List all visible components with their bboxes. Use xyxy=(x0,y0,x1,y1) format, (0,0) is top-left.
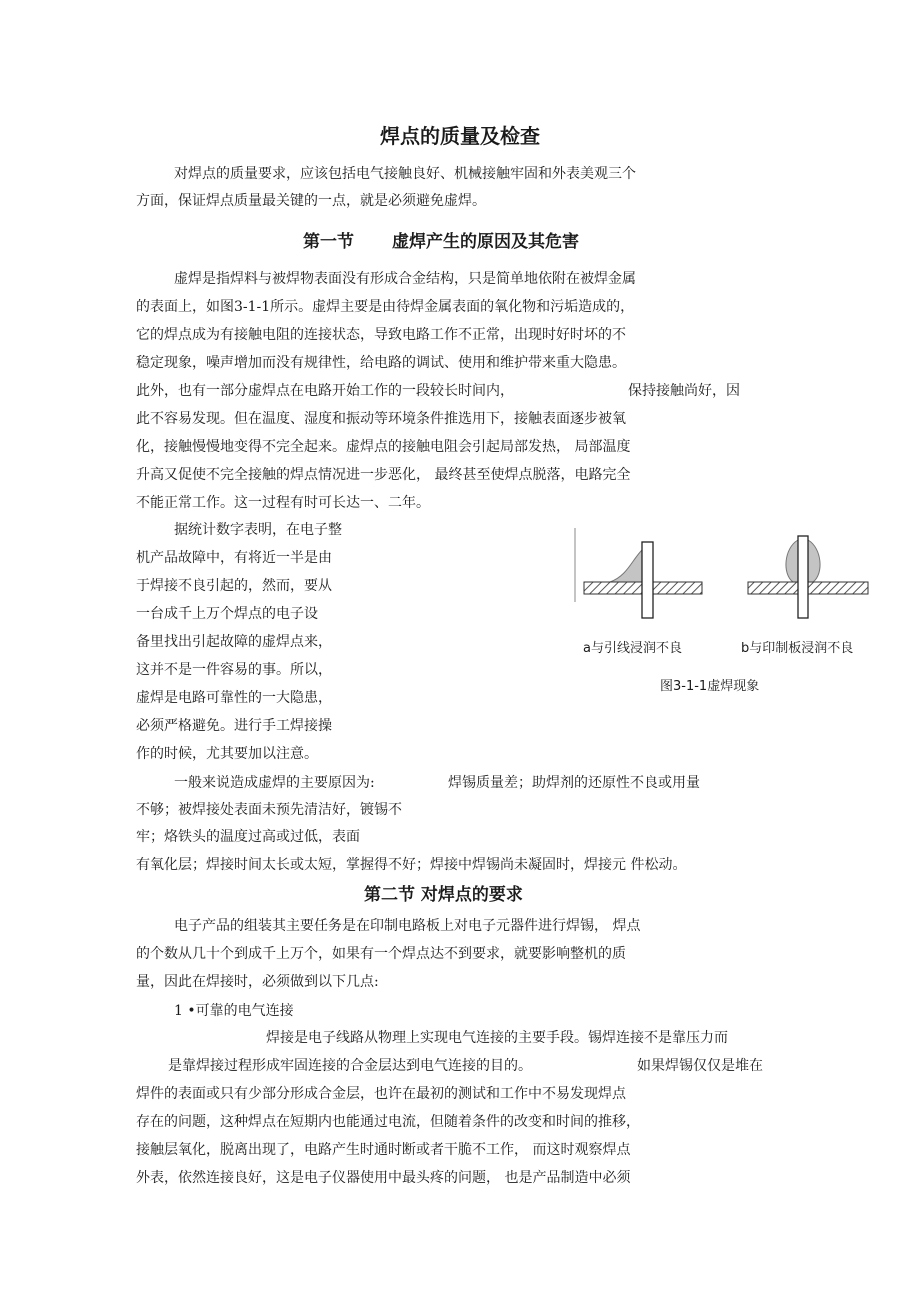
s2-item-1: 1 •可靠的电气连接 xyxy=(174,1003,294,1019)
section1-heading-number: 第一节 xyxy=(303,232,354,252)
s1-para3-line: 这并不是一件容易的事。所以， xyxy=(136,662,332,678)
s2-para2-line: 是靠焊接过程形成牢固连接的合金层达到电气连接的目的。 xyxy=(168,1058,532,1074)
s1-para3-line: 必须严格避免。进行手工焊接操 xyxy=(136,718,332,734)
s1-para3-line: 于焊接不良引起的，然而，要从 xyxy=(136,578,332,594)
s1-para1-line: 稳定现象，噪声增加而没有规律性，给电路的调试、使用和维护带来重大隐患。 xyxy=(136,355,626,371)
solder-diagram xyxy=(572,526,902,656)
s1-para3-line: 机产品故障中，有将近一半是由 xyxy=(136,550,332,566)
s1-para3-line: 据统计数字表明，在电子整 xyxy=(174,522,342,538)
s2-para1-line: 的个数从几十个到成千上万个，如果有一个焊点达不到要求，就要影响整机的质 xyxy=(136,946,626,962)
s1-para2-line: 不能正常工作。这一过程有时可长达一、二年。 xyxy=(136,495,430,511)
s1-para4-line: 一般来说造成虚焊的主要原因为: xyxy=(174,775,375,791)
section1-heading-text: 虚焊产生的原因及其危害 xyxy=(392,232,579,252)
page-title: 焊点的质量及检查 xyxy=(380,124,540,148)
s1-para4-line: 有氧化层；焊接时间太长或太短，掌握得不好；焊接中焊锡尚未凝固时，焊接元 件松动。 xyxy=(136,857,687,873)
figure-label-a: a与引线浸润不良 xyxy=(583,641,682,656)
s2-para2-line: 接触层氧化，脱离出现了，电路产生时通时断或者干脆不工作， 而这时观察焊点 xyxy=(136,1142,631,1158)
s2-para2-line: 存在的问题，这种焊点在短期内也能通过电流，但随着条件的改变和时间的推移， xyxy=(136,1114,640,1130)
s2-para1-line: 电子产品的组装其主要任务是在印制电路板上对电子元器件进行焊锡， 焊点 xyxy=(174,918,641,934)
intro-line-1: 对焊点的质量要求，应该包括电气接触良好、机械接触牢固和外表美观三个 xyxy=(174,166,636,182)
section2-heading: 第二节 对焊点的要求 xyxy=(364,885,523,905)
s1-para2-line: 升高又促使不完全接触的焊点情况进一步恶化， 最终甚至使焊点脱落，电路完全 xyxy=(136,467,631,483)
intro-line-2: 方面，保证焊点质量最关键的一点，就是必须避免虚焊。 xyxy=(136,193,486,209)
s1-para1-line: 虚焊是指焊料与被焊物表面没有形成合金结构，只是简单地依附在被焊金属 xyxy=(174,271,636,287)
s1-para4-line: 牢；烙铁头的温度过高或过低，表面 xyxy=(136,829,360,845)
s2-para2-line: 焊接是电子线路从物理上实现电气连接的主要手段。锡焊连接不是靠压力而 xyxy=(266,1030,728,1046)
s2-para2-line: 如果焊锡仅仅是堆在 xyxy=(637,1058,763,1074)
s1-para4-line: 不够；被焊接处表面未预先清洁好，镀锡不 xyxy=(136,802,402,818)
s1-para3-line: 一台成千上万个焊点的电子设 xyxy=(136,606,318,622)
s1-para3-line: 作的时候，尤其要加以注意。 xyxy=(136,746,318,762)
s1-para1-line: 的表面上，如图3-1-1所示。虚焊主要是由待焊金属表面的氧化物和污垢造成的， xyxy=(136,299,635,315)
s2-para2-line: 焊件的表面或只有少部分形成合金层，也许在最初的测试和工作中不易发现焊点 xyxy=(136,1086,626,1102)
s1-para4-line: 焊锡质量差；助焊剂的还原性不良或用量 xyxy=(448,775,700,791)
solder-figure xyxy=(572,526,902,656)
s1-para2-line: 化，接触慢慢地变得不完全起来。虚焊点的接触电阻会引起局部发热， 局部温度 xyxy=(136,439,631,455)
s1-para2-line: 保持接触尚好，因 xyxy=(628,383,740,399)
s2-para1-line: 量，因此在焊接时，必须做到以下几点: xyxy=(136,974,379,990)
s1-para2-line: 此不容易发现。但在温度、湿度和振动等环境条件推选用下，接触表面逐步被氧 xyxy=(136,411,626,427)
s1-para1-line: 它的焊点成为有接触电阻的连接状态，导致电路工作不正常，出现时好时坏的不 xyxy=(136,327,626,343)
s1-para3-line: 虚焊是电路可靠性的一大隐患， xyxy=(136,690,332,706)
figure-caption: 图3-1-1虚焊现象 xyxy=(660,679,760,694)
figure-label-b: b与印制板浸润不良 xyxy=(741,641,854,656)
s2-para2-line: 外表，依然连接良好，这是电子仪器使用中最头疼的问题， 也是产品制造中必须 xyxy=(136,1170,631,1186)
s1-para3-line: 备里找出引起故障的虚焊点来， xyxy=(136,634,332,650)
s1-para2-line: 此外，也有一部分虚焊点在电路开始工作的一段较长时间内， xyxy=(136,383,514,399)
